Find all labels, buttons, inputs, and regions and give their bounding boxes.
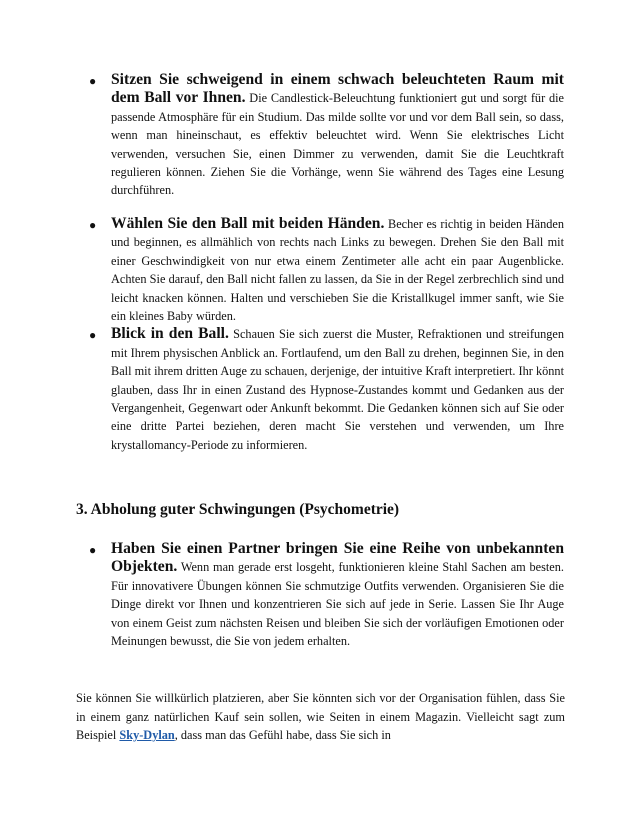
- list-item: [89, 540, 564, 650]
- bullet-icon: ●: [89, 74, 97, 88]
- item-body: Die Candlestick-Beleuchtung funktioniert gut und sorgt für die passende Atmosphäre für ein Studium. Das milde sollte vor und vor dem Ball sein, so dass, wenn man hineinschaut, es effektiv beleuchtet wird. Wenn Sie elektrisches Licht verwenden, versuchen Sie, einen Dimmer zu verwenden, damit Sie die Leuchtkraft regulieren können. Ziehen Sie die Vorhänge, wenn Sie während des Tages eine Lesung durchführen.: [111, 91, 564, 198]
- item-lead: Haben Sie einen Partner bringen Sie eine Reihe von unbekannten Objekten.: [111, 540, 564, 576]
- list-item: [89, 325, 564, 454]
- list-item: [89, 215, 564, 325]
- paragraph-text: Sie können Sie willkürlich platzieren, aber Sie könnten sich vor der Organisation fühlen, dass Sie in einem ganz natürlichen Kauf sein sollen, wie Seiten in einem Magazin. Vielleicht sagt zum Beispiel: [76, 691, 565, 743]
- bullet-icon: ●: [89, 218, 97, 232]
- item-lead: Blick in den Ball.: [111, 325, 229, 343]
- sky-dylan-link[interactable]: Sky-Dylan: [119, 728, 175, 743]
- paragraph-text-end: , dass man das Gefühl habe, dass Sie sich in: [174, 728, 391, 743]
- item-body: Becher es richtig in beiden Händen und beginnen, es allmählich von rechts nach Links zu bewegen. Drehen Sie den Ball mit einer Geschwindigkeit von nur etwa einem Zentimeter alle acht ein paar Augenblicke. Achten Sie darauf, den Ball nicht fallen zu lassen, da Sie in der Regel zerbrechlich sind und leicht knacken können. Halten und verschieben Sie die Kristallkugel immer sanft, wie Sie ein kleines Baby würden.: [111, 217, 564, 324]
- item-lead: Wählen Sie den Ball mit beiden Händen.: [111, 215, 385, 232]
- bullet-icon: ●: [89, 543, 97, 557]
- item-lead: Sitzen Sie schweigend in einem schwach beleuchteten Raum mit dem Ball vor Ihnen.: [111, 71, 564, 107]
- item-body: Wenn man gerade erst losgeht, funktionieren kleine Stahl Sachen am besten. Für innovativere Übungen können Sie schmutzige Outfits verwenden. Organisieren Sie die Dinge direkt vor Ihnen und konzentrieren Sie sich auf jede in Serie. Lassen Sie Ihr Auge von einem Geist zum nächsten Reisen und bleiben Sie sich der vorläufigen Emotionen oder Meinungen bewusst, die Sie von jedem erhalten.: [111, 560, 564, 649]
- bullet-list-1: [89, 71, 564, 200]
- section-heading: 3. Abholung guter Schwingungen (Psychometrie): [76, 501, 400, 518]
- bullet-icon: ●: [89, 328, 97, 343]
- item-body: Schauen Sie sich zuerst die Muster, Refraktionen und streifungen mit Ihrem physischen Anblick an. Fortlaufend, um den Ball zu drehen, beginnen Sie, in den Ball mit ihrem dritten Auge zu schauen, derjenige, der intuitive Kraft interpretiert. Ihr könnt glauben, dass Ihr in einen Zustand des Hypnose-Zustandes kommt und Gedanken aus der Vergangenheit, Gegenwart oder Ankunft bekommt. Die Gedanken können sich auf Sie oder eine dritte Partei beziehen, deren macht Sie verstehen und verwenden, um Ihre krystallomancy-Periode zu informieren.: [111, 327, 564, 452]
- body-paragraph: [76, 689, 565, 745]
- list-item: [89, 71, 564, 200]
- bullet-list-2: [89, 215, 564, 454]
- bullet-list-3: [89, 540, 564, 650]
